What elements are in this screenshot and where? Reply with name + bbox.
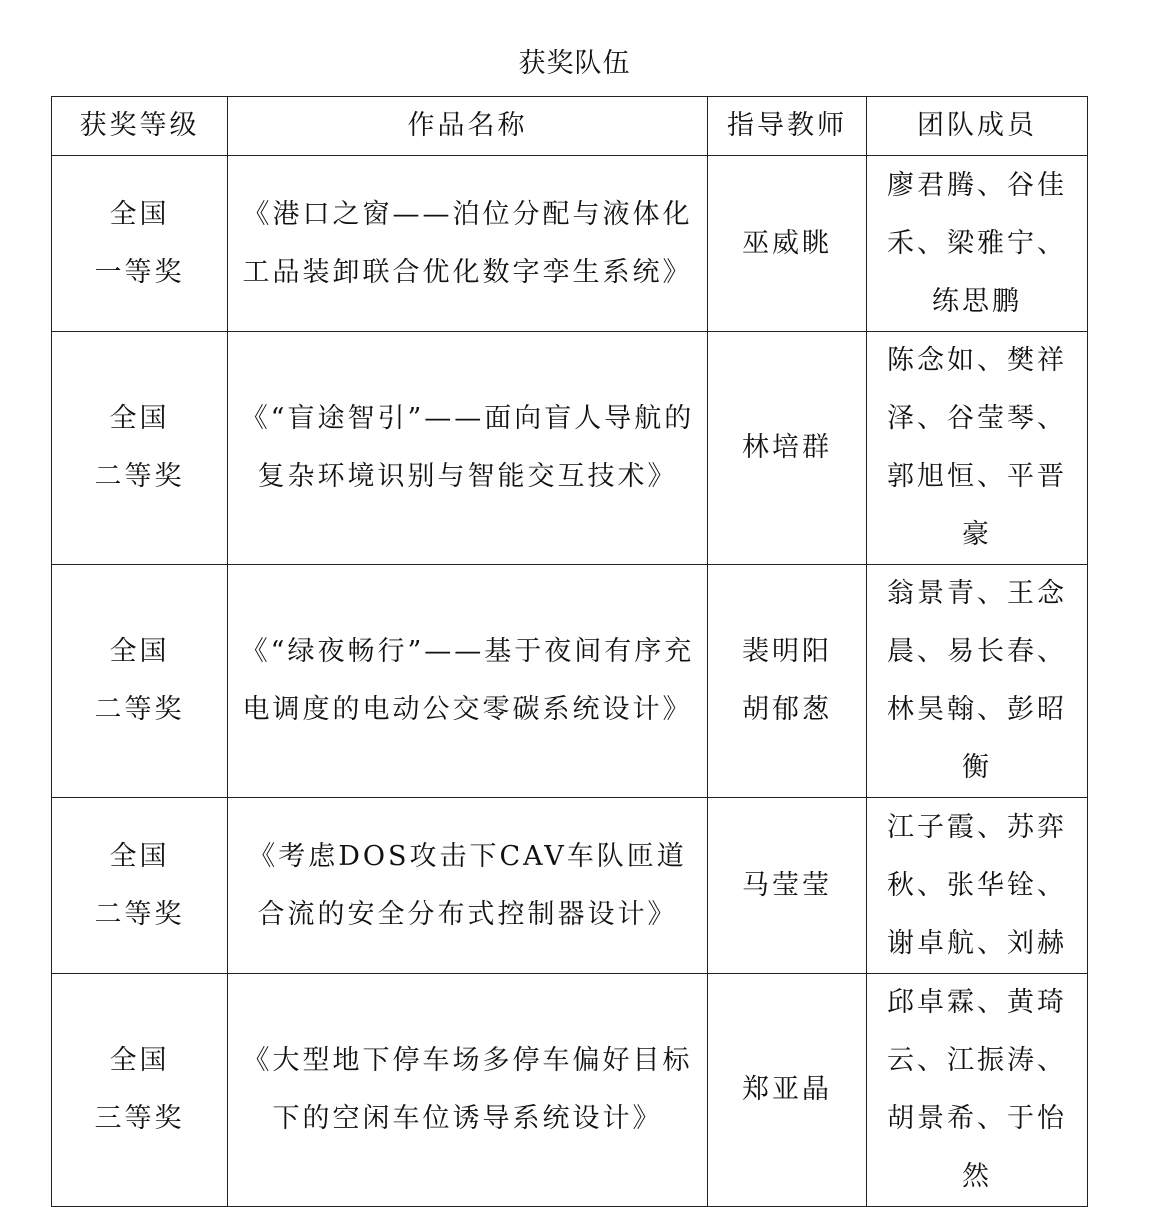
header-award-level: 获奖等级 [52, 97, 228, 156]
work-name-cell: 《“盲途智引”——面向盲人导航的复杂环境识别与智能交互技术》 [228, 332, 708, 565]
award-level-cell [52, 565, 228, 798]
team-members-cell: 陈念如、樊祥泽、谷莹琴、郭旭恒、平晋豪 [867, 332, 1088, 565]
work-name-cell: 《考虑DOS攻击下CAV车队匝道合流的安全分布式控制器设计》 [228, 798, 708, 974]
table-row [52, 974, 1088, 1207]
work-name-cell: 《港口之窗——泊位分配与液体化工品装卸联合优化数字孪生系统》 [228, 156, 708, 332]
award-level-cell [52, 974, 228, 1207]
award-scope: 全国 [109, 636, 170, 667]
advisor-cell [708, 332, 867, 565]
awards-table [51, 96, 1088, 1207]
award-grade: 一等奖 [94, 256, 185, 288]
advisor-cell [708, 565, 867, 798]
advisor-cell [708, 798, 867, 974]
work-name-cell: 《“绿夜畅行”——基于夜间有序充电调度的电动公交零碳系统设计》 [228, 565, 708, 798]
team-members-cell: 江子霞、苏弈秋、张华铨、谢卓航、刘赫 [867, 798, 1088, 974]
work-name-cell: 《大型地下停车场多停车偏好目标下的空闲车位诱导系统设计》 [228, 974, 708, 1207]
award-grade: 二等奖 [94, 461, 185, 492]
award-grade: 三等奖 [94, 1103, 185, 1134]
table-row [52, 156, 1088, 332]
table-row [52, 798, 1088, 974]
team-members-cell: 翁景青、王念晨、易长春、林昊翰、彭昭衡 [867, 565, 1088, 798]
table-row [52, 332, 1088, 565]
header-advisor: 指导教师 [708, 97, 867, 156]
award-grade: 二等奖 [94, 694, 185, 725]
advisor-name: 马莹莹 [742, 869, 832, 901]
award-scope: 全国 [109, 840, 170, 872]
award-scope: 全国 [109, 198, 170, 230]
header-work-name: 作品名称 [228, 97, 708, 156]
award-level-cell [52, 332, 228, 565]
award-level-cell [52, 798, 228, 974]
advisor-name: 裴明阳 [742, 636, 832, 667]
advisor-name: 郑亚晶 [742, 1074, 832, 1105]
team-members-cell: 廖君腾、谷佳禾、梁雅宁、练思鹏 [867, 156, 1088, 332]
award-scope: 全国 [109, 1045, 170, 1076]
award-grade: 二等奖 [94, 898, 185, 930]
award-level-cell [52, 156, 228, 332]
advisor-name: 巫威眺 [742, 227, 832, 259]
advisor-cell [708, 974, 867, 1207]
table-row [52, 565, 1088, 798]
award-scope: 全国 [109, 403, 170, 434]
header-team-members: 团队成员 [867, 97, 1088, 156]
table-title: 获奖队伍 [518, 48, 631, 79]
advisor-name: 林培群 [742, 432, 832, 463]
team-members-cell: 邱卓霖、黄琦云、江振涛、胡景希、于怡然 [867, 974, 1088, 1207]
header-row [52, 97, 1088, 156]
advisor-name-2: 胡郁葱 [742, 694, 832, 725]
advisor-cell [708, 156, 867, 332]
